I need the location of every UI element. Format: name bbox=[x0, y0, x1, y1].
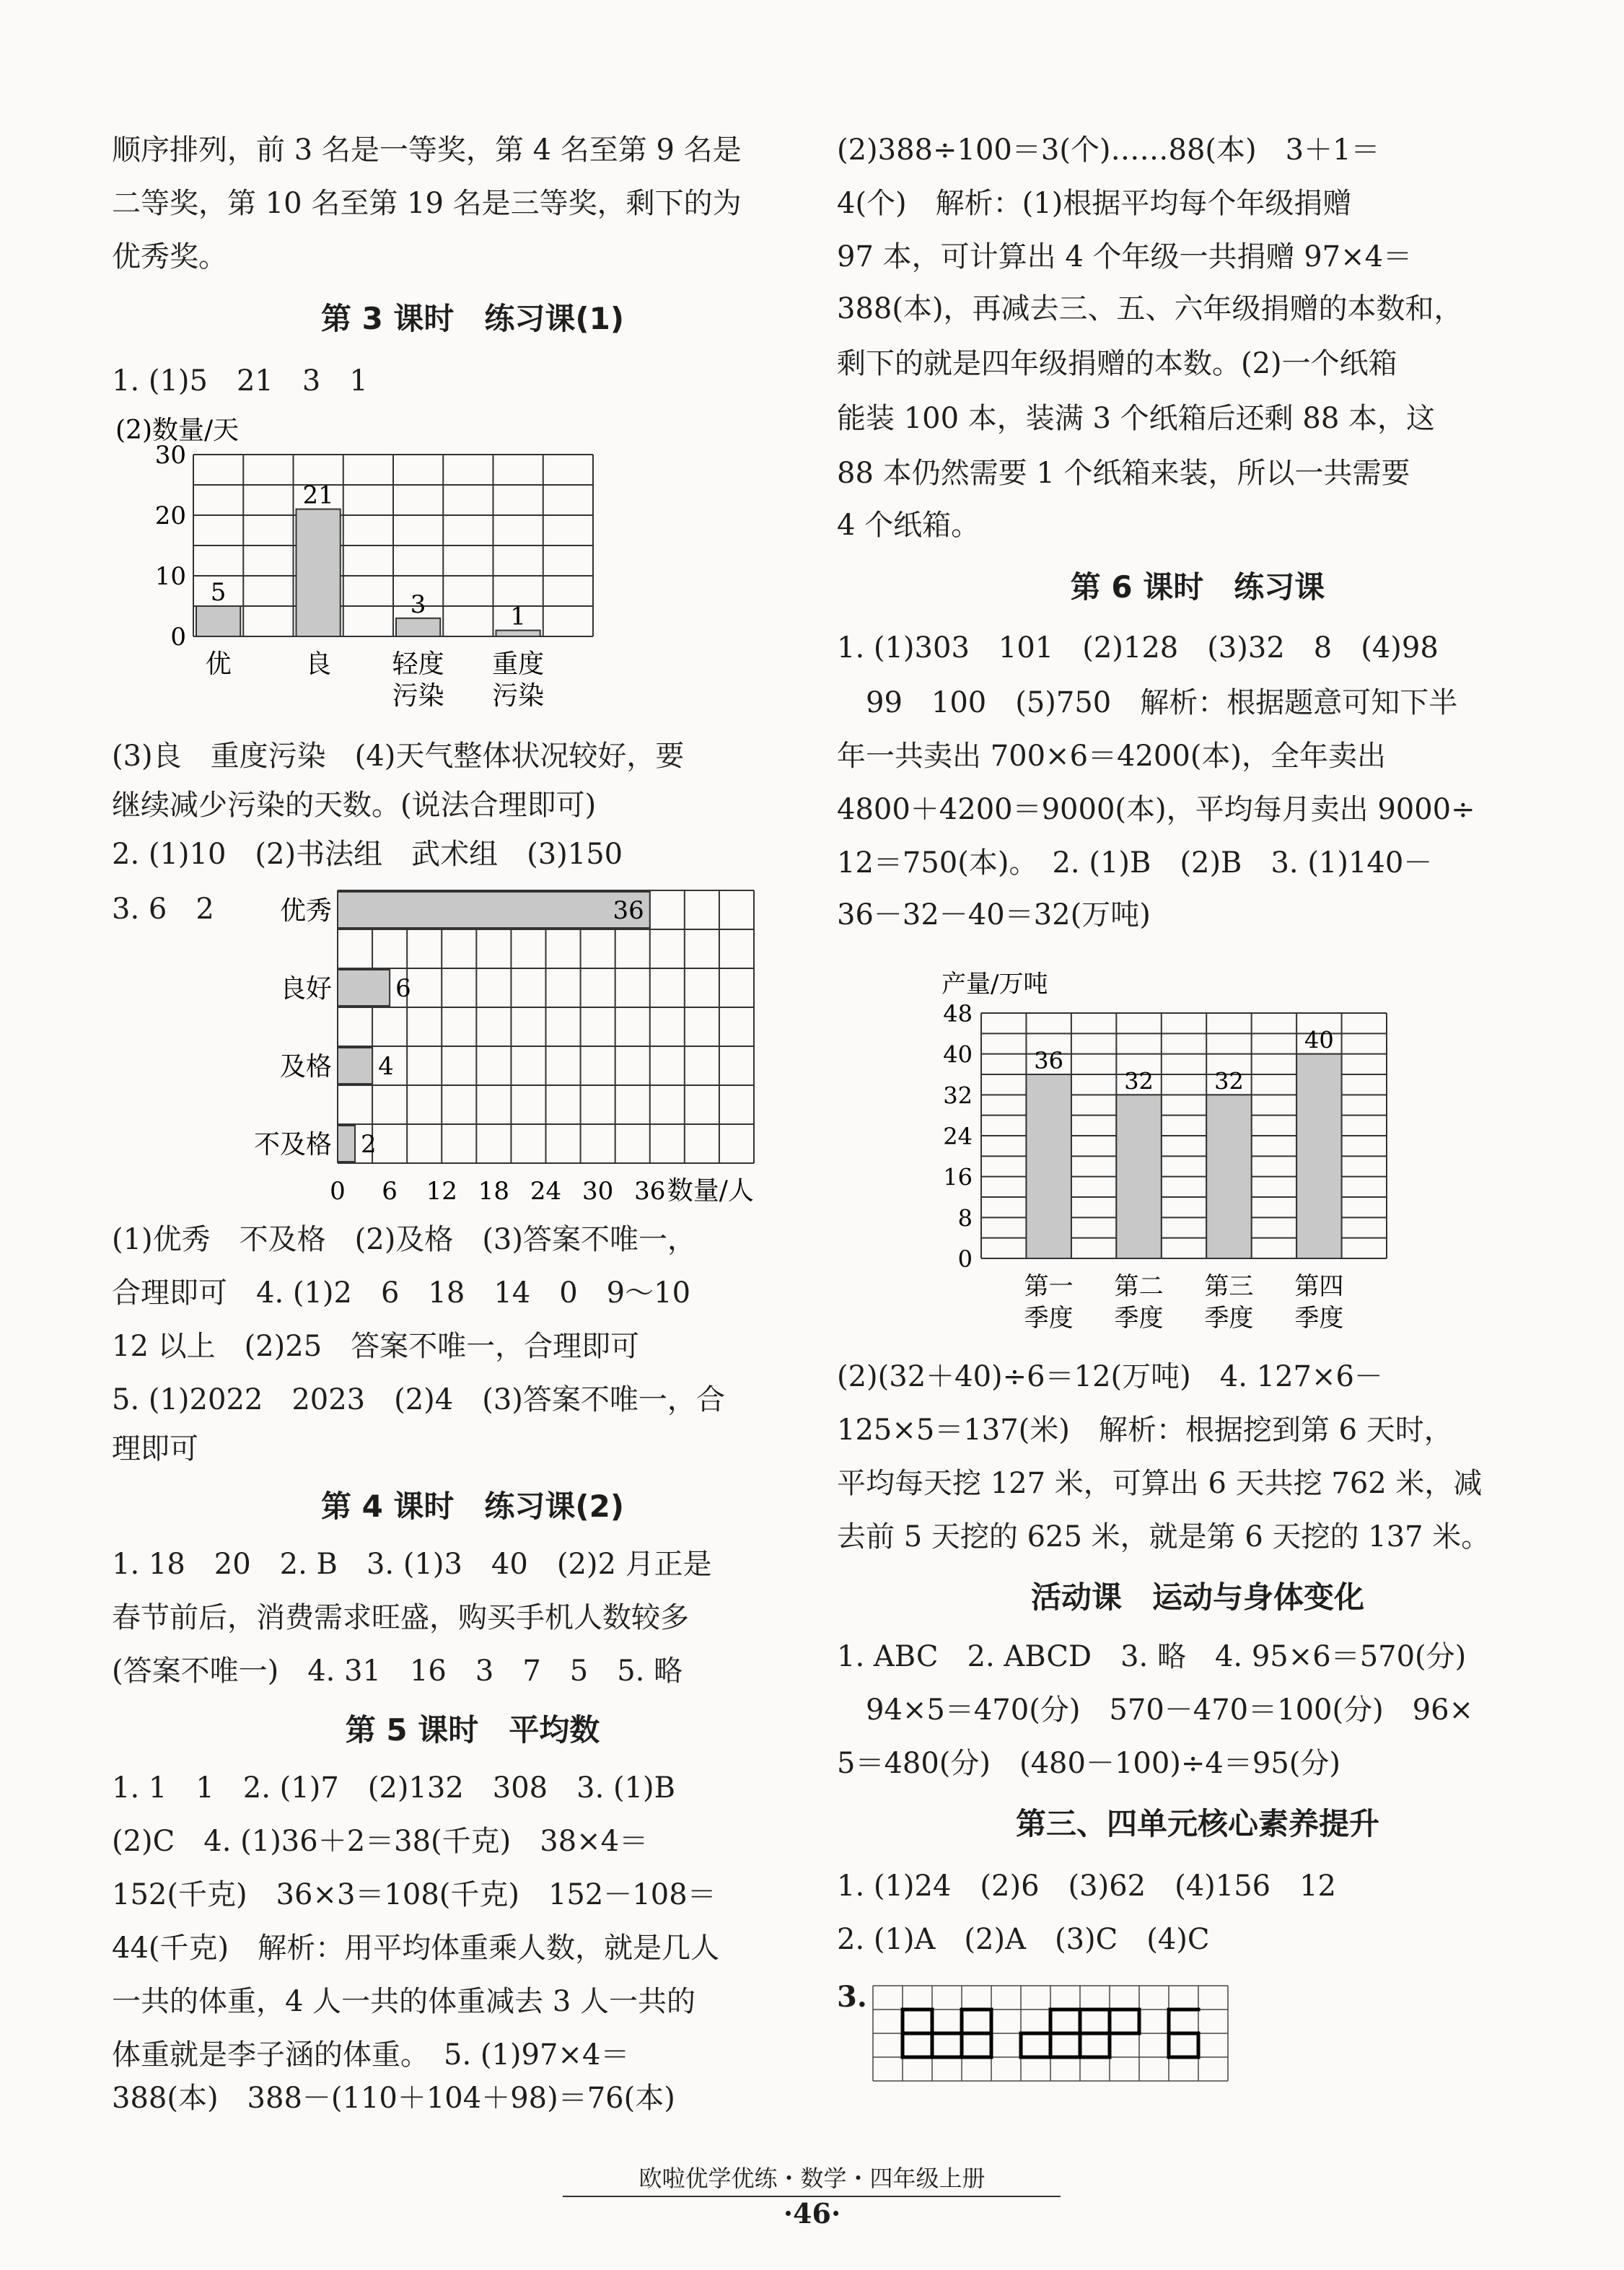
bar bbox=[338, 1126, 355, 1162]
text-line: (3)良 重度污染 (4)天气整体状况较好，要 bbox=[112, 740, 685, 773]
text-line: 44(千克) 解析：用平均体重乘人数，就是几人 bbox=[112, 1932, 720, 1965]
text-line: 388(本)，再减去三、五、六年级捐赠的本数和， bbox=[837, 292, 1463, 325]
x-tick-label: 第一 bbox=[1024, 1272, 1074, 1301]
data-label: 36 bbox=[1034, 1047, 1064, 1074]
text-line: 平均每天挖 127 米，可算出 6 天共挖 762 米，减 bbox=[837, 1467, 1483, 1500]
text-line: 12 以上 (2)25 答案不唯一，合理即可 bbox=[112, 1330, 640, 1363]
text-line: 4 个纸箱。 bbox=[837, 509, 980, 542]
page-number: ·46· bbox=[783, 2197, 841, 2230]
x-tick-label: 18 bbox=[478, 1177, 510, 1206]
x-tick-label: 36 bbox=[634, 1177, 666, 1206]
x-tick-label: 季度 bbox=[1294, 1304, 1344, 1333]
text-line: 春节前后，消费需求旺盛，购买手机人数较多 bbox=[112, 1601, 689, 1634]
text-line: 5. (1)2022 2023 (2)4 (3)答案不唯一，合 bbox=[112, 1383, 725, 1416]
text-line: (1)优秀 不及格 (2)及格 (3)答案不唯一， bbox=[112, 1223, 696, 1256]
text-line: (2)C 4. (1)36＋2＝38(千克) 38×4＝ bbox=[112, 1825, 649, 1858]
y-tick-label: 16 bbox=[943, 1163, 973, 1191]
pattern-grid-figure bbox=[873, 1986, 1241, 2087]
bar bbox=[338, 892, 650, 928]
x-tick-label: 污染 bbox=[392, 681, 444, 711]
x-tick-label: 第四 bbox=[1294, 1272, 1344, 1301]
text-line: 能装 100 本，装满 3 个纸箱后还剩 88 本，这 bbox=[837, 402, 1435, 435]
x-tick-label: 良 bbox=[305, 649, 332, 679]
y-tick-label: 不及格 bbox=[253, 1130, 332, 1160]
text-line: 94×5＝470(分) 570－470＝100(分) 96× bbox=[837, 1693, 1474, 1727]
footer-book-title: 欧啦优学优练・数学・四年级上册 bbox=[638, 2165, 986, 2192]
text-line: 4(个) 解析：(1)根据平均每个年级捐赠 bbox=[837, 187, 1352, 220]
text-line: 152(千克) 36×3＝108(千克) 152－108＝ bbox=[112, 1878, 716, 1911]
data-label: 36 bbox=[613, 896, 644, 925]
y-tick-label: 48 bbox=[943, 1000, 973, 1027]
x-tick-label: 季度 bbox=[1114, 1304, 1164, 1333]
text-line: 2. (1)10 (2)书法组 武术组 (3)150 bbox=[112, 838, 623, 871]
text-line: 1. 18 20 2. B 3. (1)3 40 (2)2 月正是 bbox=[112, 1548, 712, 1581]
bar bbox=[1296, 1054, 1341, 1258]
text-line: 1. (1)5 21 3 1 bbox=[112, 364, 368, 398]
bar bbox=[338, 1048, 372, 1084]
bar bbox=[196, 606, 240, 636]
text-line: 99 100 (5)750 解析：根据题意可知下半 bbox=[837, 686, 1458, 719]
data-label: 4 bbox=[378, 1052, 394, 1081]
y-tick-label: 良好 bbox=[279, 974, 332, 1004]
x-tick-label: 第三 bbox=[1204, 1272, 1254, 1301]
text-line: 年一共卖出 700×6＝4200(本)，全年卖出 bbox=[837, 740, 1387, 773]
text-line: 1. 1 1 2. (1)7 (2)132 308 3. (1)B bbox=[112, 1771, 676, 1805]
text-line: (答案不唯一) 4. 31 16 3 7 5 5. 略 bbox=[112, 1655, 683, 1688]
data-label: 1 bbox=[510, 602, 526, 631]
text-line: 388(本) 388－(110＋104＋98)＝76(本) bbox=[112, 2082, 675, 2115]
text-line: 合理即可 4. (1)2 6 18 14 0 9～10 bbox=[112, 1276, 691, 1310]
section-heading-lesson-4: 第 4 课时 练习课(2) bbox=[320, 1489, 625, 1524]
section-heading-lesson-6: 第 6 课时 练习课 bbox=[1070, 569, 1325, 605]
text-line: 继续减少污染的天数。(说法合理即可) bbox=[112, 789, 597, 822]
x-tick-label: 季度 bbox=[1204, 1304, 1254, 1333]
y-tick-label: 8 bbox=[957, 1204, 973, 1232]
section-heading-lesson-5: 第 5 课时 平均数 bbox=[345, 1712, 600, 1748]
section-heading-unit-review: 第三、四单元核心素养提升 bbox=[1015, 1806, 1379, 1841]
text-line: 12＝750(本)。 2. (1)B (2)B 3. (1)140－ bbox=[837, 846, 1433, 880]
text-line: 125×5＝137(米) 解析：根据挖到第 6 天时， bbox=[837, 1414, 1453, 1447]
x-tick-label: 0 bbox=[330, 1177, 346, 1206]
bar bbox=[1026, 1074, 1071, 1258]
x-tick-label: 24 bbox=[530, 1177, 562, 1206]
x-tick-label: 30 bbox=[581, 1177, 614, 1206]
section-heading-activity: 活动课 运动与身体变化 bbox=[1030, 1579, 1364, 1615]
data-label: 40 bbox=[1304, 1026, 1334, 1054]
text-line: 5＝480(分) (480－100)÷4＝95(分) bbox=[837, 1747, 1340, 1780]
x-tick-label: 重度 bbox=[492, 649, 545, 679]
bar bbox=[396, 618, 440, 636]
bar bbox=[1206, 1095, 1251, 1258]
y-tick-label: 40 bbox=[943, 1040, 973, 1069]
bar bbox=[496, 631, 540, 636]
data-label: 32 bbox=[1214, 1067, 1244, 1095]
y-tick-label: 30 bbox=[154, 441, 186, 470]
x-tick-label: 污染 bbox=[492, 681, 545, 711]
text-line: 体重就是李子涵的体重。 5. (1)97×4＝ bbox=[112, 2038, 630, 2072]
data-label: 32 bbox=[1124, 1067, 1154, 1095]
section-heading-lesson-3: 第 3 课时 练习课(1) bbox=[320, 301, 625, 336]
y-tick-label: 32 bbox=[943, 1082, 973, 1110]
text-line: 顺序排列，前 3 名是一等奖，第 4 名至第 9 名是 bbox=[112, 133, 742, 167]
text-line: 3. 6 2 bbox=[112, 893, 214, 926]
y-tick-label: 及格 bbox=[279, 1052, 332, 1082]
y-tick-label: 24 bbox=[943, 1123, 973, 1150]
x-tick-label: 季度 bbox=[1024, 1304, 1074, 1333]
text-line: 1. (1)24 (2)6 (3)62 (4)156 12 bbox=[837, 1870, 1337, 1903]
y-tick-label: 0 bbox=[170, 623, 186, 652]
data-label: 21 bbox=[302, 481, 334, 510]
y-tick-label: 0 bbox=[957, 1245, 973, 1273]
bar bbox=[338, 970, 390, 1006]
data-label: 5 bbox=[210, 578, 227, 607]
text-line: 97 本，可计算出 4 个年级一共捐赠 97×4＝ bbox=[837, 240, 1413, 273]
data-label: 3 bbox=[410, 590, 426, 619]
text-line: 88 本仍然需要 1 个纸箱来装，所以一共需要 bbox=[837, 457, 1410, 490]
x-tick-label: 12 bbox=[426, 1177, 457, 1206]
text-line: 理即可 bbox=[112, 1432, 198, 1465]
text-line: 去前 5 天挖的 625 米，就是第 6 天挖的 137 米。 bbox=[837, 1520, 1491, 1553]
text-line: 1. (1)303 101 (2)128 (3)32 8 (4)98 bbox=[837, 631, 1439, 665]
data-label: 6 bbox=[395, 974, 411, 1003]
text-line: 剩下的就是四年级捐赠的本数。(2)一个纸箱 bbox=[837, 347, 1397, 380]
x-tick-label: 轻度 bbox=[392, 649, 444, 679]
question-number: 3. bbox=[837, 1980, 867, 2014]
text-line: 优秀奖。 bbox=[112, 240, 227, 273]
x-axis-title: 数量/人 bbox=[667, 1176, 754, 1206]
x-tick-label: 优 bbox=[205, 649, 232, 679]
text-line: 2. (1)A (2)A (3)C (4)C bbox=[837, 1923, 1210, 1956]
text-line: 4800＋4200＝9000(本)，平均每月卖出 9000÷ bbox=[837, 793, 1475, 826]
bar bbox=[297, 509, 341, 636]
text-line: (2)388÷100＝3(个)……88(本) 3＋1＝ bbox=[837, 133, 1380, 167]
y-tick-label: 优秀 bbox=[279, 896, 332, 926]
y-axis-title: 产量/万吨 bbox=[942, 970, 1048, 999]
text-line: 36－32－40＝32(万吨) bbox=[837, 898, 1151, 932]
y-tick-label: 20 bbox=[154, 501, 186, 530]
data-label: 2 bbox=[361, 1130, 377, 1159]
bar bbox=[1116, 1095, 1161, 1258]
text-line: 1. ABC 2. ABCD 3. 略 4. 95×6＝570(分) bbox=[837, 1640, 1467, 1673]
y-axis-title: (2)数量/天 bbox=[115, 416, 240, 445]
y-tick-label: 10 bbox=[154, 562, 186, 591]
x-tick-label: 第二 bbox=[1114, 1272, 1164, 1301]
text-line: (2)(32＋40)÷6＝12(万吨) 4. 127×6－ bbox=[837, 1360, 1383, 1393]
text-line: 一共的体重，4 人一共的体重减去 3 人一共的 bbox=[112, 1985, 696, 2018]
x-tick-label: 6 bbox=[382, 1177, 398, 1206]
text-line: 二等奖，第 10 名至第 19 名是三等奖，剩下的为 bbox=[112, 187, 742, 220]
